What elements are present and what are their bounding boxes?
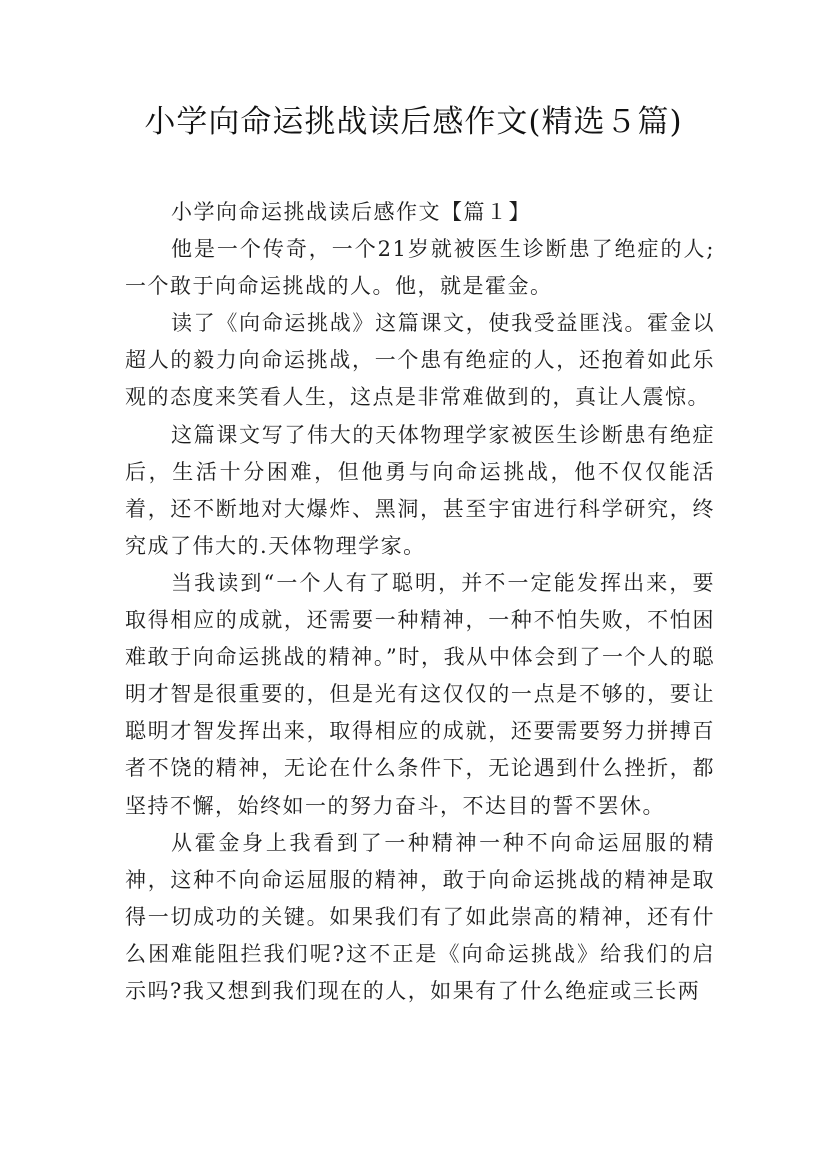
section-heading: 小学向命运挑战读后感作文【篇１】 (171, 200, 531, 224)
document-title: 小学向命运挑战读后感作文(精选５篇) (144, 104, 683, 140)
paragraph: 读了《向命运挑战》这篇课文，使我受益匪浅。霍金以超人的毅力向命运挑战，一个患有绝症的人，还抱着如此乐观的态度来笑看人生，这点是非常难做到的，真让人震惊。 (125, 311, 715, 410)
paragraph: 当我读到“一个人有了聪明，并不一定能发挥出来，要取得相应的成就，还需要一种精神，一种不怕失败，不怕困难敢于向命运挑战的精神。”时，我从中体会到了一个人的聪明才智是很重要的，但是光有这仅仅的一点是不够的，要让聪明才智发挥出来，取得相应的成就，还要需要努力拼搏百者不饶的精神，无论在什么条件下，无论遇到什么挫折，都坚持不懈，始终如一的努力奋斗，不达目的誓不罢休。 (125, 570, 715, 818)
paragraph: 从霍金身上我看到了一种精神一种不向命运屈服的精神，这种不向命运屈服的精神，敢于向命运挑战的精神是取得一切成功的关键。如果我们有了如此崇高的精神，还有什么困难能阻拦我们呢?这不正是《向命运挑战》给我们的启示吗?我又想到我们现在的人，如果有了什么绝症或三长两 (125, 830, 715, 1003)
paragraph: 这篇课文写了伟大的天体物理学家被医生诊断患有绝症后，生活十分困难，但他勇与向命运挑战，他不仅仅能活着，还不断地对大爆炸、黑洞，甚至宇宙进行科学研究，终究成了伟大的.天体物理学家。 (125, 422, 715, 558)
document-body (125, 194, 715, 1010)
paragraph: 他是一个传奇，一个21岁就被医生诊断患了绝症的人;一个敢于向命运挑战的人。他，就是霍金。 (125, 237, 715, 299)
